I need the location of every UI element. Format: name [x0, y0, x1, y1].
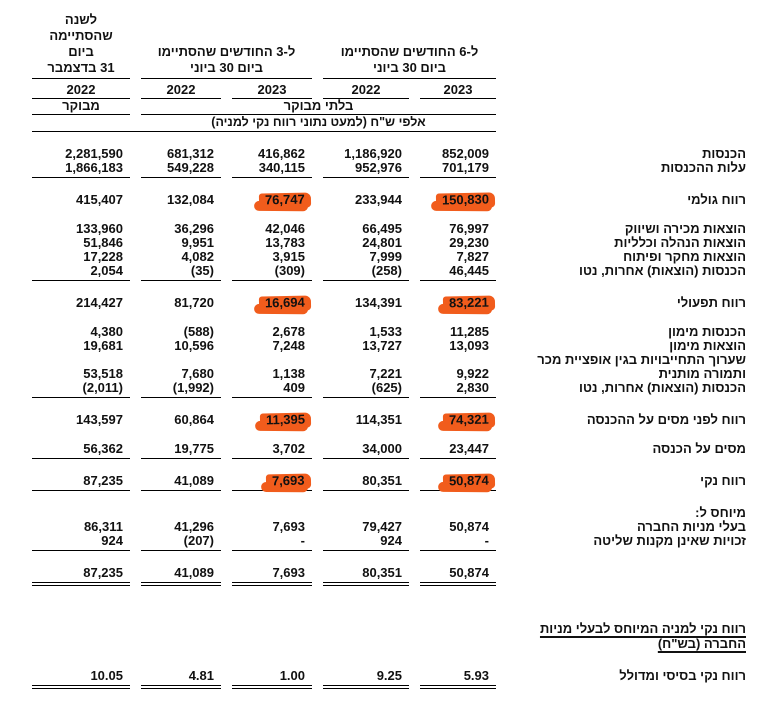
value-cell: 4,380	[90, 324, 123, 339]
value-cell: 7,221	[369, 366, 402, 381]
annual-header-line: לשנה	[64, 12, 98, 27]
value-cell: 5.93	[420, 669, 496, 686]
table-row	[32, 236, 757, 250]
eps-row-container	[32, 669, 757, 686]
value-cell: 7,680	[181, 366, 214, 381]
table-row	[32, 669, 757, 686]
table-row	[32, 413, 757, 427]
value-cell: (1,992)	[141, 381, 221, 398]
annual-header-line: 31 בדצמבר	[47, 60, 115, 75]
eps-title-line: החברה (בש"ח)	[657, 636, 746, 651]
value-cell: 1,186,920	[344, 146, 402, 161]
value-cell: 19,775	[141, 442, 221, 459]
value-cell: 2,054	[32, 264, 130, 281]
period-headers	[32, 10, 757, 79]
six-month-header-line: ל-6 החודשים שהסתיימו	[340, 44, 479, 59]
row-label: רווח נקי בסיסי ומדולל	[619, 668, 746, 683]
value-cell: 2,830	[420, 381, 496, 398]
six-month-header-line: ביום 30 ביוני	[373, 60, 446, 75]
table-row	[32, 339, 757, 353]
annual-header-line: ביום	[68, 44, 94, 59]
table-row	[32, 353, 757, 367]
row-label: הוצאות הנהלה וכלליות	[614, 235, 746, 250]
value-cell: (35)	[141, 264, 221, 281]
value-cell: 41,089	[141, 474, 221, 491]
eps-section-title	[540, 621, 746, 651]
value-cell: 41,089	[141, 566, 221, 583]
highlight-mark: 150,830	[436, 192, 495, 208]
value-cell: 416,862	[258, 146, 305, 161]
row-label: רווח תפעולי	[676, 295, 746, 310]
value-cell: 4,082	[181, 249, 214, 264]
value-cell: 10.05	[32, 669, 130, 686]
highlight-mark: 16,694	[259, 295, 311, 311]
annual-period-header	[32, 12, 130, 79]
value-cell	[232, 296, 312, 310]
value-cell: 50,874	[420, 566, 496, 583]
table-row	[32, 222, 757, 236]
row-label: הוצאות מכירה ושיווק	[624, 221, 746, 236]
table-row	[32, 296, 757, 310]
value-cell: 143,597	[76, 412, 123, 427]
value-cell: 924	[32, 534, 130, 551]
audit-status-row	[32, 99, 757, 115]
value-cell: 214,427	[76, 295, 123, 310]
value-cell: (309)	[232, 264, 312, 281]
value-cell: 3,915	[272, 249, 305, 264]
value-cell: 1,866,183	[32, 161, 130, 178]
value-cell: 79,427	[362, 519, 402, 534]
row-label: רווח לפני מסים על ההכנסה	[586, 412, 746, 427]
row-label: שערוך התחייבויות בגין אופציית מכר	[537, 352, 746, 367]
row-label: הכנסות (הוצאות) אחרות, נטו	[579, 263, 746, 278]
value-cell	[420, 474, 496, 491]
value-cell: 952,976	[323, 161, 409, 178]
value-cell: (588)	[183, 324, 214, 339]
value-cell: 549,228	[141, 161, 221, 178]
value-cell: 56,362	[32, 442, 130, 459]
row-label: הוצאות מחקר ופיתוח	[623, 249, 746, 264]
three-month-period-header	[141, 44, 312, 79]
table-row	[32, 161, 757, 178]
audited-label: מבוקר	[32, 99, 130, 115]
row-label: הכנסות (הוצאות) אחרות, נטו	[579, 380, 746, 395]
value-cell: 4.81	[141, 669, 221, 686]
value-cell	[420, 413, 496, 427]
highlight-mark: 83,221	[443, 295, 495, 311]
value-cell: 2,678	[272, 324, 305, 339]
highlight-mark: 74,321	[443, 412, 495, 428]
value-cell: 134,391	[355, 295, 402, 310]
value-cell: 80,351	[323, 474, 409, 491]
value-cell: 87,235	[32, 566, 130, 583]
row-label: מסים על הכנסה	[652, 441, 746, 456]
value-cell: 133,960	[76, 221, 123, 236]
value-cell: 10,596	[174, 338, 214, 353]
row-label: רווח נקי	[700, 473, 746, 488]
table-row	[32, 474, 757, 491]
value-cell: 13,093	[449, 338, 489, 353]
row-label: הכנסות מימון	[668, 324, 746, 339]
value-cell: 81,720	[174, 295, 214, 310]
value-cell: 340,115	[232, 161, 312, 178]
units-row	[32, 115, 496, 132]
value-cell	[232, 193, 312, 207]
value-cell: 7,827	[456, 249, 489, 264]
value-cell: 9.25	[323, 669, 409, 686]
value-cell: 924	[323, 534, 409, 551]
annual-header-line: שהסתיימה	[49, 28, 113, 43]
table-row	[32, 250, 757, 264]
table-row	[32, 264, 757, 281]
row-label: הכנסות	[702, 146, 746, 161]
value-cell: 681,312	[167, 146, 214, 161]
value-cell: (2,011)	[32, 381, 130, 398]
year-3m-2022: 2022	[141, 79, 221, 99]
value-cell: 9,922	[456, 366, 489, 381]
row-label: בעלי מניות החברה	[637, 519, 746, 534]
value-cell: 24,801	[362, 235, 402, 250]
value-cell	[420, 193, 496, 207]
value-cell: 9,951	[181, 235, 214, 250]
value-cell: 29,230	[449, 235, 489, 250]
value-cell: 46,445	[420, 264, 496, 281]
three-month-header-line: ל-3 החודשים שהסתיימו	[157, 44, 296, 59]
value-cell: 17,228	[83, 249, 123, 264]
value-cell: 415,407	[76, 192, 123, 207]
units-label: אלפי ש"ח (למעט נתוני רווח נקי למניה)	[211, 115, 426, 129]
value-cell: 1.00	[232, 669, 312, 686]
value-cell: -	[232, 534, 312, 551]
value-cell: 114,351	[355, 412, 402, 427]
value-cell: 36,296	[174, 221, 214, 236]
value-cell: 7,693	[232, 566, 312, 583]
table-row	[32, 367, 757, 381]
value-cell: 1,533	[369, 324, 402, 339]
value-cell: 13,783	[265, 235, 305, 250]
value-cell	[232, 413, 312, 427]
value-cell: 11,285	[449, 324, 489, 339]
row-label: הוצאות מימון	[669, 338, 746, 353]
six-month-period-header	[323, 44, 496, 79]
value-cell: 41,296	[174, 519, 214, 534]
row-label: עלות ההכנסות	[660, 160, 746, 175]
highlight-mark: 7,693	[266, 474, 311, 490]
table-row	[32, 534, 757, 551]
row-label: ותמורה מותנית	[658, 366, 746, 381]
value-cell: 86,311	[83, 519, 123, 534]
value-cell: -	[420, 534, 496, 551]
value-cell: 53,518	[83, 366, 123, 381]
highlight-mark: 76,747	[259, 192, 311, 208]
table-row	[32, 506, 757, 520]
table-row	[32, 147, 757, 161]
statement-body	[32, 147, 757, 583]
highlight-mark: 11,395	[260, 412, 311, 428]
eps-title-line: רווח נקי למניה המיוחס לבעלי מניות	[539, 621, 746, 636]
table-row	[32, 381, 757, 398]
value-cell: 19,681	[83, 338, 123, 353]
value-cell: 2,281,590	[65, 146, 123, 161]
table-row	[32, 442, 757, 459]
value-cell: 7,999	[369, 249, 402, 264]
unaudited-label: בלתי מבוקר	[141, 99, 496, 115]
row-label: רווח גולמי	[687, 192, 746, 207]
value-cell: 7,693	[272, 519, 305, 534]
value-cell: 87,235	[32, 474, 130, 491]
value-cell: 1,138	[272, 366, 305, 381]
three-month-header-line: ביום 30 ביוני	[190, 60, 263, 75]
year-3m-2023: 2023	[232, 79, 312, 99]
value-cell: 23,447	[420, 442, 496, 459]
value-cell: 233,944	[355, 192, 402, 207]
value-cell: 80,351	[323, 566, 409, 583]
year-annual-2022: 2022	[32, 79, 130, 99]
year-6m-2022: 2022	[323, 79, 409, 99]
year-6m-2023: 2023	[420, 79, 496, 99]
table-row	[32, 566, 757, 583]
value-cell: 852,009	[442, 146, 489, 161]
value-cell	[420, 296, 496, 310]
value-cell: (625)	[323, 381, 409, 398]
value-cell: 76,997	[449, 221, 489, 236]
row-label: מיוחס ל:	[695, 505, 746, 520]
value-cell: 34,000	[323, 442, 409, 459]
value-cell: 51,846	[83, 235, 123, 250]
highlight-mark: 50,874	[443, 473, 495, 489]
year-headers	[32, 79, 757, 99]
table-row	[32, 520, 757, 534]
value-cell: 7,248	[272, 338, 305, 353]
value-cell: 66,495	[362, 221, 402, 236]
table-row	[32, 193, 757, 207]
value-cell: 701,179	[420, 161, 496, 178]
value-cell: 50,874	[449, 519, 489, 534]
value-cell: 3,702	[232, 442, 312, 459]
value-cell: (207)	[141, 534, 221, 551]
value-cell: 42,046	[265, 221, 305, 236]
value-cell: 132,084	[167, 192, 214, 207]
value-cell: 60,864	[174, 412, 214, 427]
value-cell	[232, 474, 312, 491]
value-cell: (258)	[323, 264, 409, 281]
value-cell: 13,727	[362, 338, 402, 353]
value-cell: 409	[232, 381, 312, 398]
table-row	[32, 325, 757, 339]
row-label: זכויות שאינן מקנות שליטה	[593, 533, 746, 548]
